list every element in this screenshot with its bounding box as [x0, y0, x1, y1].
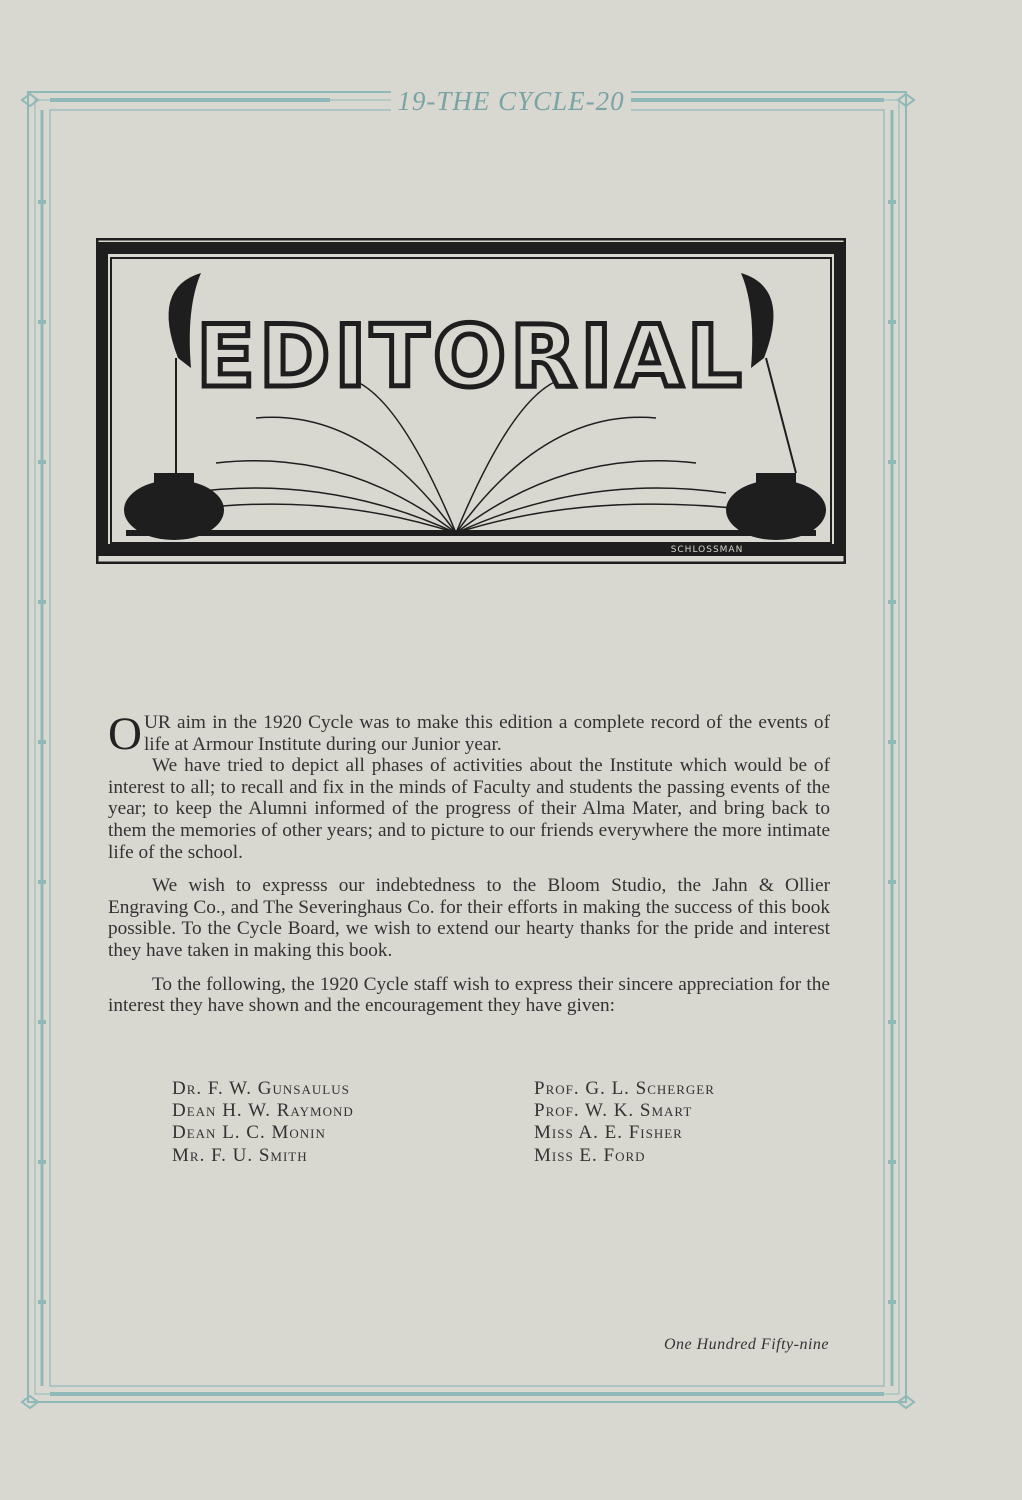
running-header-text: 19-THE CYCLE-20	[391, 86, 630, 116]
banner-word: EDITORIAL	[196, 307, 746, 407]
editorial-text	[108, 708, 830, 1017]
name-entry: Dean H. W. Raymond	[172, 1100, 354, 1122]
editorial-banner	[96, 238, 846, 564]
name-entry: Dean L. C. Monin	[172, 1122, 326, 1144]
name-entry: Mr. F. U. Smith	[172, 1144, 308, 1166]
names-left-column	[172, 1078, 354, 1167]
name-entry: Prof. G. L. Scherger	[534, 1078, 715, 1099]
name-entry: Prof. W. K. Smart	[534, 1100, 693, 1122]
paragraph-1	[108, 708, 830, 760]
paragraph-1-text: UR aim in the 1920 Cycle was to make this edition a complete record of the events of life at Armour Institute during our Junior year.	[143, 712, 830, 755]
name-entry: Dr. F. W. Gunsaulus	[172, 1078, 350, 1099]
page-number: One Hundred Fifty-nine	[663, 1336, 829, 1353]
editorial-banner-art	[96, 238, 846, 564]
drop-cap: O	[108, 708, 142, 760]
paragraph-3: We wish to expresss our indebtedness to the Bloom Studio, the Jahn & Ollier Engraving Co., and The Severinghaus Co. for their efforts in making the success of this book possible. To the Cycle Board, we wish to extend our hearty thanks for the pride and interest they have taken in making this book.	[108, 875, 830, 961]
paragraph-4: To the following, the 1920 Cycle staff wish to express their sincere appreciation for the interest they have shown and the encouragement they have given:	[108, 973, 830, 1017]
name-entry: Miss E. Ford	[534, 1144, 646, 1166]
names-right-column	[534, 1078, 715, 1167]
banner-signature: SCHLOSSMAN	[670, 545, 744, 555]
paragraph-2: We have tried to depict all phases of activities about the Institute which would be of interest to all; to recall and fix in the minds of Faculty and students the passing events of the year; to keep the Alumni informed of the progress of their Alma Mater, and bring back to them the memories of other years; and to picture to our friends everywhere the more intimate life of the school.	[108, 755, 830, 863]
running-header	[0, 86, 1022, 117]
name-entry: Miss A. E. Fisher	[534, 1122, 683, 1144]
